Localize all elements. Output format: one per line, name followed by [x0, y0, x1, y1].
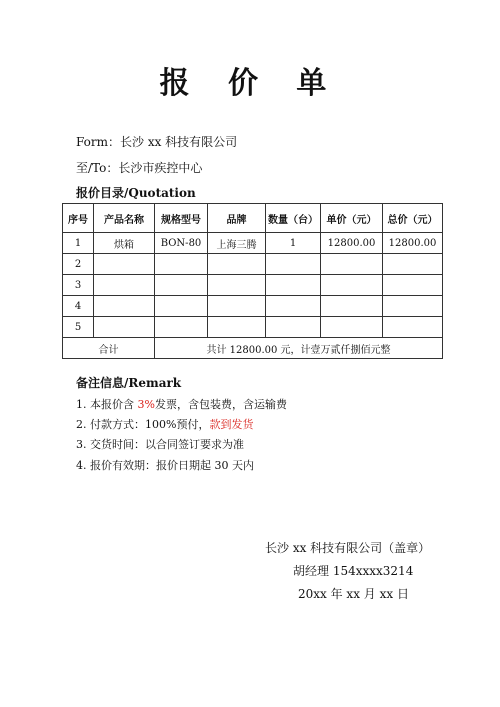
table-cell [208, 275, 266, 296]
header-cell: 品牌 [208, 204, 266, 233]
table-cell [155, 275, 208, 296]
table-cell [383, 275, 443, 296]
table-cell [208, 317, 266, 338]
table-row [63, 233, 443, 254]
table-cell: 2 [63, 254, 94, 275]
contact-line: 胡经理 154xxxx3214 [293, 564, 414, 578]
header-cell: 数量（台） [266, 204, 321, 233]
header-cell: 单价（元） [321, 204, 383, 233]
header-cell: 规格型号 [155, 204, 208, 233]
company-seal-line: 长沙 xx 科技有限公司（盖章） [265, 541, 431, 555]
table-cell [266, 254, 321, 275]
date-line: 20xx 年 xx 月 xx 日 [298, 587, 409, 601]
remark-heading: 备注信息/Remark [76, 376, 182, 390]
header-cell: 产品名称 [94, 204, 155, 233]
table-cell: 1 [63, 233, 94, 254]
table-cell [321, 317, 383, 338]
table-cell [155, 254, 208, 275]
table-cell [94, 317, 155, 338]
remark-text: 报价有效期：报价日期起 30 天内 [90, 459, 254, 472]
table-row [63, 275, 443, 296]
remark-item [76, 416, 253, 432]
total-label: 合计 [63, 338, 155, 359]
table-cell [321, 275, 383, 296]
table-row [63, 317, 443, 338]
table-cell [266, 275, 321, 296]
header-cell: 总价（元） [383, 204, 443, 233]
table-cell [94, 275, 155, 296]
remark-item [76, 436, 244, 452]
table-cell [155, 317, 208, 338]
remark-highlight: 3% [137, 398, 155, 411]
table-cell [383, 317, 443, 338]
from-line: Form：长沙 xx 科技有限公司 [76, 135, 238, 149]
remark-text: 付款方式：100%预付， [90, 418, 210, 431]
table-cell [321, 296, 383, 317]
table-cell [208, 296, 266, 317]
table-cell: 1 [266, 233, 321, 254]
remark-number: 4. [76, 459, 87, 472]
to-line: 至/To：长沙市疾控中心 [76, 161, 203, 175]
table-cell [383, 296, 443, 317]
total-value: 共计 12800.00 元，计壹万贰仟捌佰元整 [155, 338, 443, 359]
table-cell [155, 296, 208, 317]
remark-number: 3. [76, 438, 87, 451]
table-cell [94, 296, 155, 317]
table-cell: 4 [63, 296, 94, 317]
header-cell: 序号 [63, 204, 94, 233]
total-row [63, 338, 443, 359]
catalog-heading: 报价目录/Quotation [76, 186, 196, 200]
quotation-table [62, 203, 443, 359]
remark-text: 发票，含包装费，含运输费 [154, 398, 287, 411]
table-cell: 3 [63, 275, 94, 296]
table-row [63, 254, 443, 275]
table-cell: 12800.00 [321, 233, 383, 254]
table-cell: 12800.00 [383, 233, 443, 254]
table-cell: BON-80 [155, 233, 208, 254]
remark-text: 本报价含 [90, 398, 138, 411]
table-cell [266, 296, 321, 317]
document-title: 报 价 单 [159, 66, 341, 101]
remark-number: 1. [76, 398, 87, 411]
remark-text: 交货时间：以合同签订要求为准 [90, 438, 244, 451]
table-cell [208, 254, 266, 275]
table-cell [321, 254, 383, 275]
table-header-row [63, 204, 443, 233]
remark-item [76, 457, 254, 473]
remark-number: 2. [76, 418, 87, 431]
table-cell: 5 [63, 317, 94, 338]
table-cell [383, 254, 443, 275]
table-cell [94, 254, 155, 275]
remark-highlight: 款到发货 [209, 418, 254, 431]
remark-item [76, 396, 287, 412]
table-cell [266, 317, 321, 338]
table-row [63, 296, 443, 317]
table-cell: 烘箱 [94, 233, 155, 254]
table-cell: 上海三腾 [208, 233, 266, 254]
